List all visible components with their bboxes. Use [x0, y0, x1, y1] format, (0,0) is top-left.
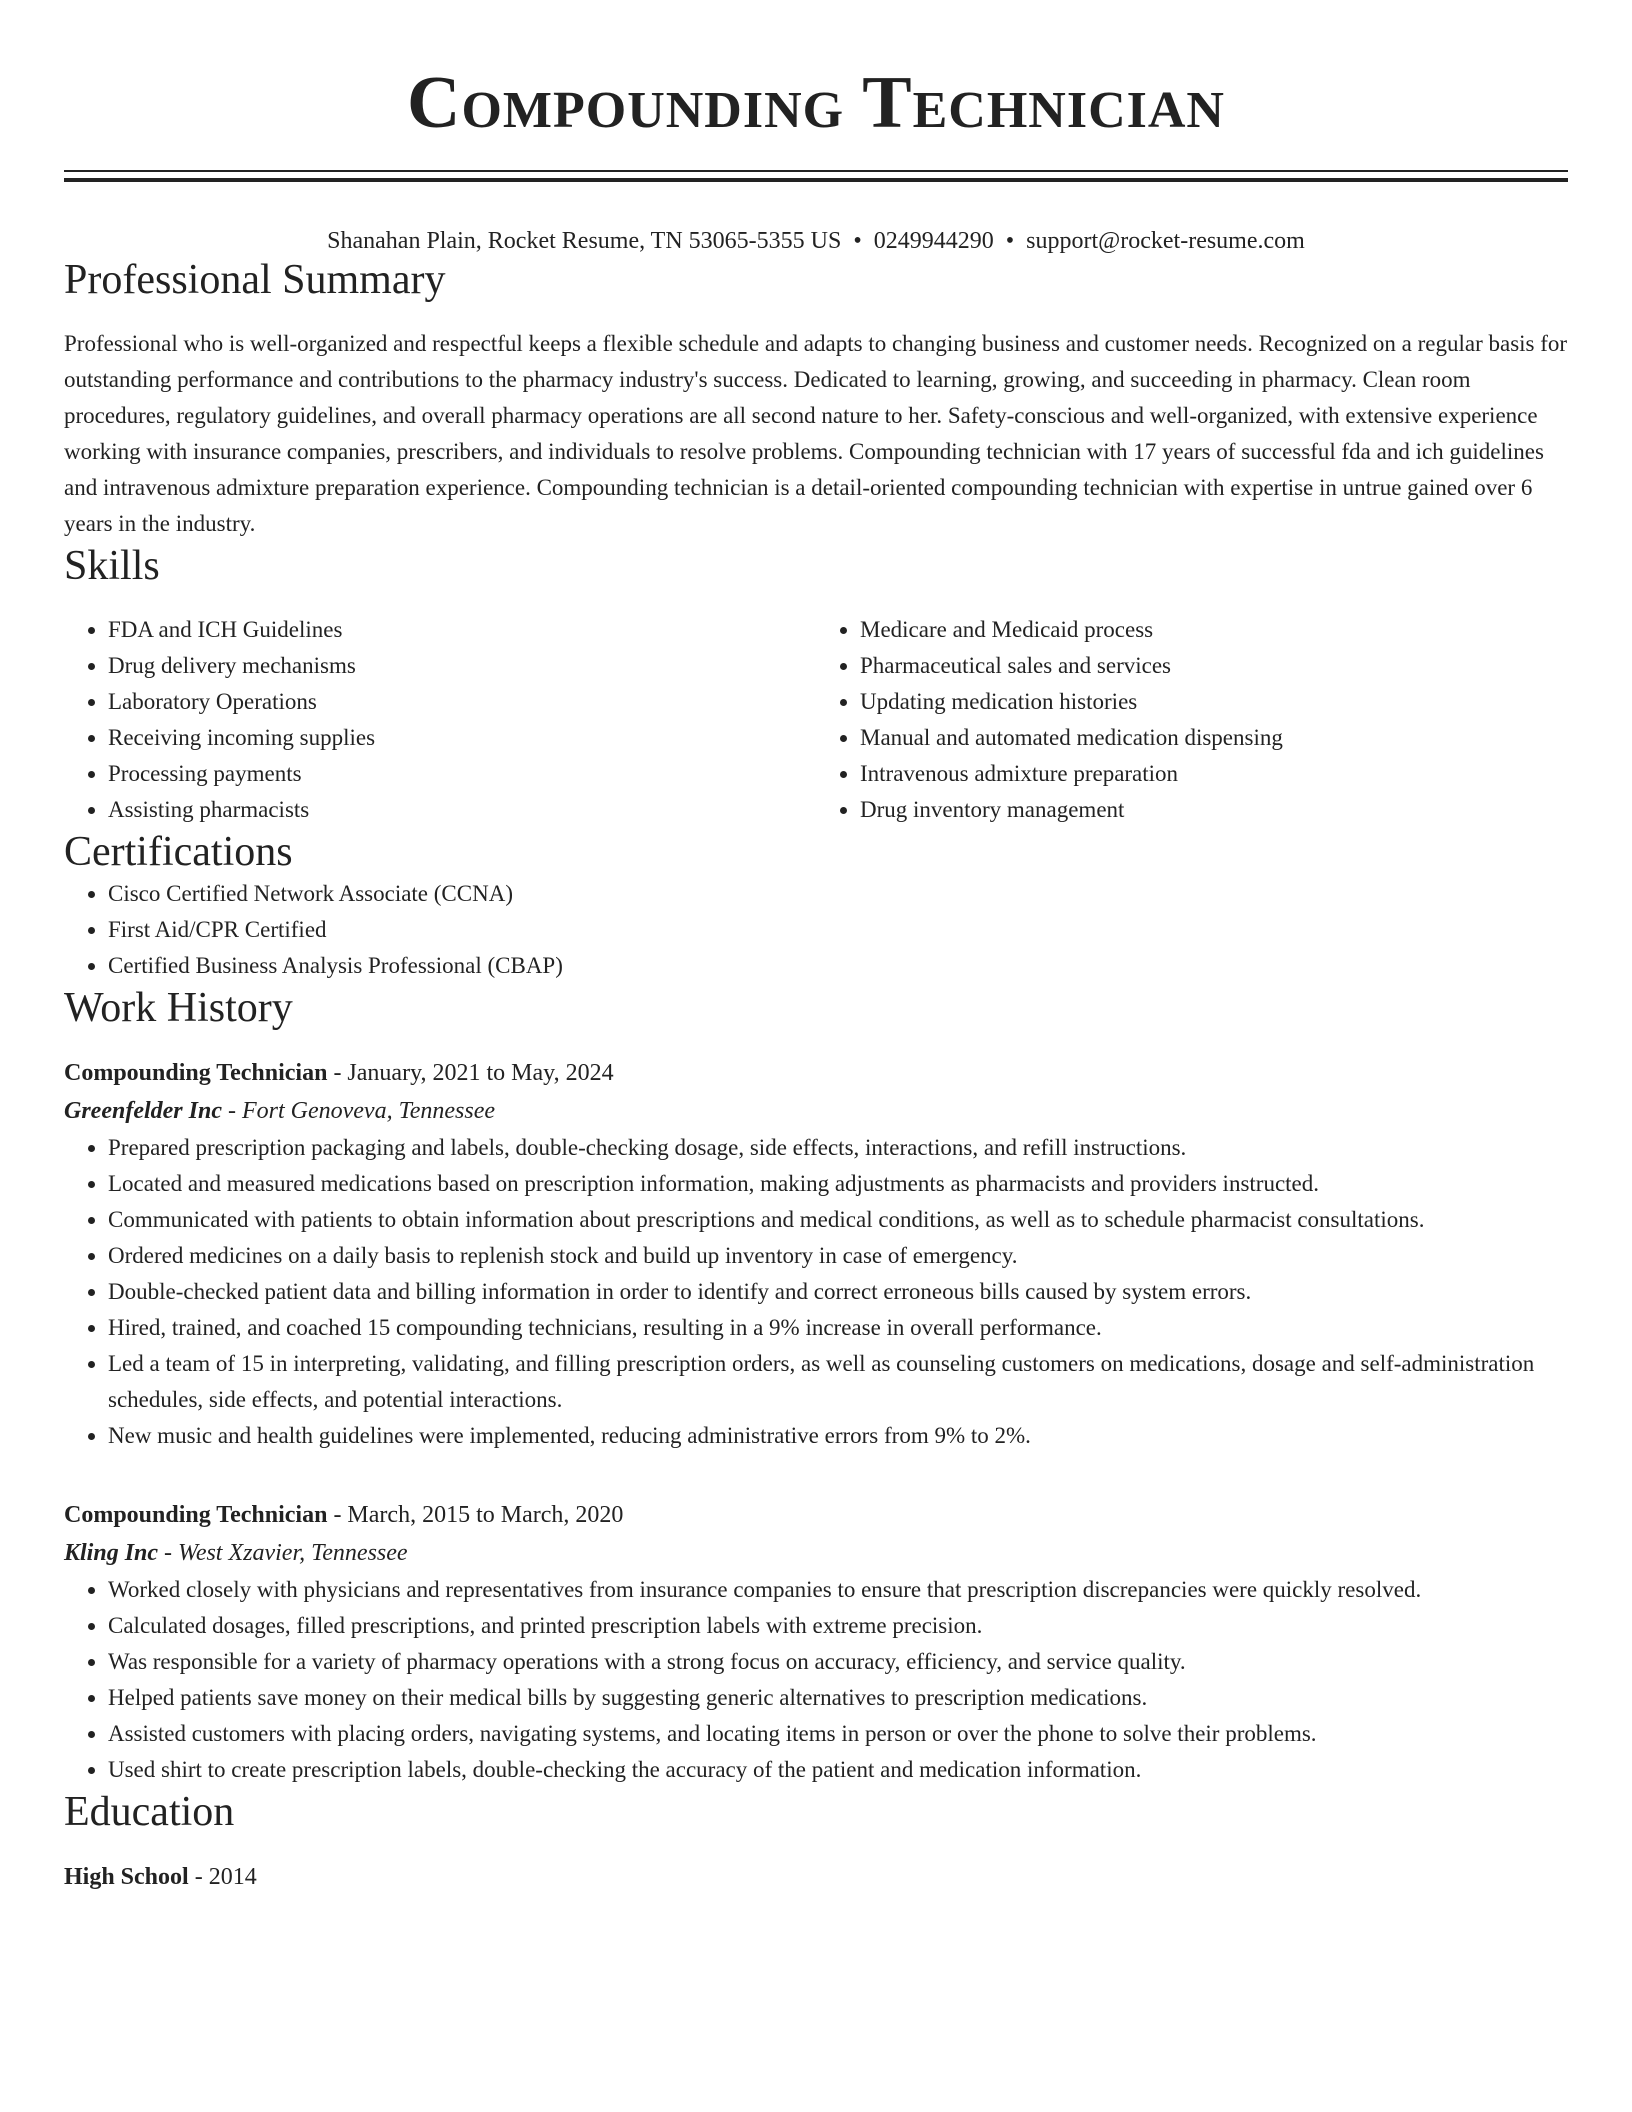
title-divider-thick	[64, 178, 1568, 182]
skill-item: • Processing payments	[108, 756, 816, 792]
skills-list-right	[816, 612, 1568, 828]
job-entry	[64, 1496, 1568, 1788]
certification-item: • Cisco Certified Network Associate (CCNA)	[108, 876, 1568, 912]
job-title-line	[64, 1054, 1568, 1092]
education-heading: Education	[64, 1789, 235, 1835]
certification-item: • Certified Business Analysis Professional (CBAP)	[108, 948, 1568, 984]
contact-address: Shanahan Plain, Rocket Resume, TN 53065-5355 US	[327, 228, 842, 254]
skills-heading: Skills	[64, 543, 160, 589]
job-bullet: • Calculated dosages, filled prescriptions, and printed prescription labels with extreme precision.	[108, 1608, 1568, 1644]
skills-column-right	[816, 612, 1568, 828]
skill-item: • Medicare and Medicaid process	[860, 612, 1568, 648]
job-company: Kling Inc	[64, 1540, 159, 1566]
job-bullets	[64, 1130, 1568, 1454]
job-bullets	[64, 1572, 1568, 1788]
skills-columns	[64, 612, 1568, 828]
job-bullet: • New music and health guidelines were implemented, reducing administrative errors from 9% to 2%.	[108, 1418, 1568, 1454]
job-bullet: • Helped patients save money on their medical bills by suggesting generic alternatives to prescription medications.	[108, 1680, 1568, 1716]
skill-item: • Updating medication histories	[860, 684, 1568, 720]
job-bullet: • Was responsible for a variety of pharmacy operations with a strong focus on accuracy, efficiency, and service quality.	[108, 1644, 1568, 1680]
job-company-line	[64, 1092, 1568, 1130]
skills-column-left	[64, 612, 816, 828]
contact-line	[64, 226, 1568, 256]
contact-email: support@rocket-resume.com	[1026, 228, 1305, 254]
education-entry	[64, 1858, 1568, 1896]
contact-separator: •	[853, 228, 862, 254]
skill-item: • Pharmaceutical sales and services	[860, 648, 1568, 684]
job-company-line	[64, 1534, 1568, 1572]
job-dates: - March, 2015 to March, 2020	[327, 1502, 624, 1528]
skill-item: • Laboratory Operations	[108, 684, 816, 720]
job-bullet: • Communicated with patients to obtain information about prescriptions and medical conditions, as well as to schedule pharmacist consultations.	[108, 1202, 1568, 1238]
job-role: Compounding Technician	[64, 1502, 328, 1528]
skill-item: • Drug delivery mechanisms	[108, 648, 816, 684]
title-divider-thin	[64, 170, 1568, 172]
certification-item: • First Aid/CPR Certified	[108, 912, 1568, 948]
job-bullet: • Hired, trained, and coached 15 compounding technicians, resulting in a 9% increase in overall performance.	[108, 1310, 1568, 1346]
job-company: Greenfelder Inc	[64, 1098, 222, 1124]
skill-item: • Assisting pharmacists	[108, 792, 816, 828]
contact-phone: 0249944290	[873, 228, 994, 254]
work-history-heading: Work History	[64, 985, 293, 1031]
job-bullet: • Led a team of 15 in interpreting, validating, and filling prescription orders, as well as counseling customers on medications, dosage and self-administration schedules, side effects, and potential interactions.	[108, 1346, 1568, 1418]
job-entry	[64, 1054, 1568, 1454]
job-bullet: • Located and measured medications based on prescription information, making adjustments as pharmacists and providers instructed.	[108, 1166, 1568, 1202]
skills-list-left	[64, 612, 816, 828]
job-bullet: • Prepared prescription packaging and labels, double-checking dosage, side effects, interactions, and refill instructions.	[108, 1130, 1568, 1166]
job-bullet: • Double-checked patient data and billing information in order to identify and correct erroneous bills caused by system errors.	[108, 1274, 1568, 1310]
job-role: Compounding Technician	[64, 1060, 328, 1086]
skill-item: • Drug inventory management	[860, 792, 1568, 828]
education-year: - 2014	[188, 1864, 257, 1890]
education-degree: High School	[64, 1864, 189, 1890]
job-bullet: • Used shirt to create prescription labels, double-checking the accuracy of the patient and medication information.	[108, 1752, 1568, 1788]
job-location: - Fort Genoveva, Tennessee	[221, 1098, 496, 1124]
certifications-heading: Certifications	[64, 829, 293, 875]
skill-item: • Manual and automated medication dispensing	[860, 720, 1568, 756]
contact-separator: •	[1005, 228, 1015, 254]
summary-heading: Professional Summary	[64, 257, 446, 303]
job-location: - West Xzavier, Tennessee	[158, 1540, 408, 1566]
resume-title: Compounding Technician	[407, 62, 1225, 144]
skill-item: • Receiving incoming supplies	[108, 720, 816, 756]
job-title-line	[64, 1496, 1568, 1534]
summary-text: Professional who is well-organized and respectful keeps a flexible schedule and adapts to changing business and customer needs. Recognized on a regular basis for outstanding performance and contributions to the pharmacy industry's success. Dedicated to learning, growing, and succeeding in pharmacy. Clean room procedures, regulatory guidelines, and overall pharmacy operations are all second nature to her. Safety-conscious and well-organized, with extensive experience working with insurance companies, prescribers, and individuals to resolve problems. Compounding technician with 17 years of successful fda and ich guidelines and intravenous admixture preparation experience. Compounding technician is a detail-oriented compounding technician with expertise in untrue gained over 6 years in the industry.	[64, 331, 1568, 536]
certifications-list	[64, 876, 1568, 984]
job-bullet: • Worked closely with physicians and representatives from insurance companies to ensure that prescription discrepancies were quickly resolved.	[108, 1572, 1568, 1608]
job-bullet: • Assisted customers with placing orders, navigating systems, and locating items in person or over the phone to solve their problems.	[108, 1716, 1568, 1752]
skill-item: • FDA and ICH Guidelines	[108, 612, 816, 648]
job-bullet: • Ordered medicines on a daily basis to replenish stock and build up inventory in case of emergency.	[108, 1238, 1568, 1274]
skill-item: • Intravenous admixture preparation	[860, 756, 1568, 792]
job-dates: - January, 2021 to May, 2024	[327, 1060, 614, 1086]
